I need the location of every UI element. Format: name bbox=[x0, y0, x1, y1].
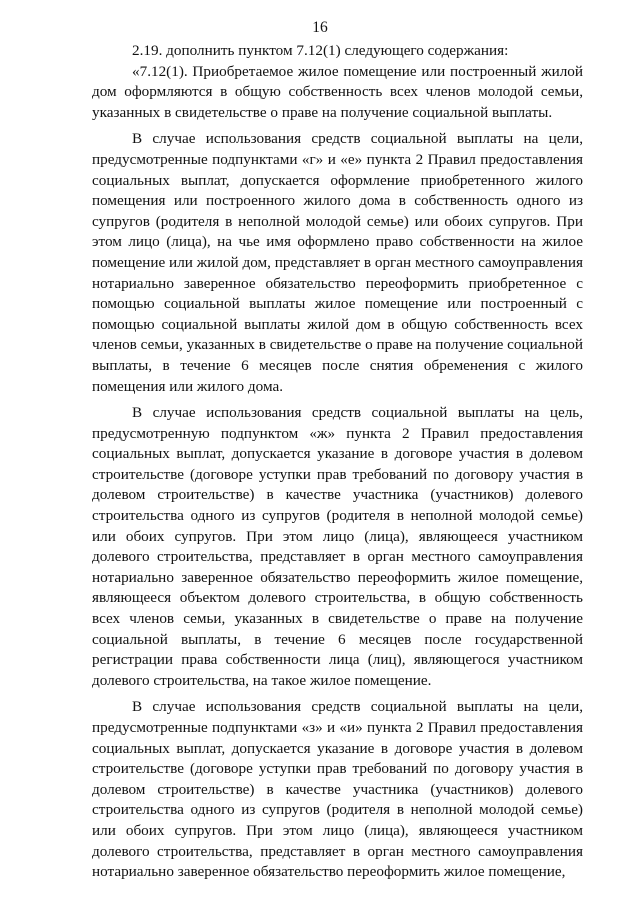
paragraph-7-12-1: «7.12(1). Приобретаемое жилое помещение или построенный жилой дом оформляются в общую собственность всех членов молодой семьи, указанных в свидетельстве о праве на получение социальной выплаты. bbox=[92, 62, 583, 121]
paragraph-subpoint-zh: В случае использования средств социальной выплаты на цель, предусмотренную подпунктом «ж» пункта 2 Правил предоставления социальных выплат, допускается указание в договоре участия в долевом строительстве (договоре уступки прав требований по договору участия в долевом строительстве) в качестве участника (участников) долевого строительства одного из супругов (родителя в неполной молодой семье) или обоих супругов. При этом лицо (лица), являющееся участником долевого строительства, представляет в орган местного самоуправления нотариально заверенное обязательство переоформить жилое помещение, являющееся объектом долевого строительства, в общую собственность всех членов семьи, указанных в свидетельстве о праве на получение социальной выплаты, в течение 6 месяцев после государственной регистрации права собственности лица (лиц), являющегося участником долевого строительства, на такое жилое помещение. bbox=[92, 404, 583, 689]
paragraph-subpoints-z-i: В случае использования средств социальной выплаты на цели, предусмотренные подпунктами «з» и «и» пункта 2 Правил предоставления социальных выплат, допускается указание в договоре участия в долевом строительстве (договоре уступки прав требований по договору участия в долевом строительстве) в качестве участника (участников) долевого строительства одного из супругов (родителя в неполной молодой семье) или обоих супругов. При этом лицо (лица), являющееся участником долевого строительства, представляет в орган местного самоуправления нотариально заверенное обязательство переоформить жилое помещение, bbox=[92, 698, 583, 881]
page-number: 16 bbox=[312, 19, 328, 36]
document-body bbox=[92, 41, 583, 883]
paragraph-subpoints-g-e: В случае использования средств социальной выплаты на цели, предусмотренные подпунктами «г» и «е» пункта 2 Правил предоставления социальных выплат, допускается оформление приобретенного жилого помещения или построенного жилого дома в собственность одного из супругов (родителя в неполной молодой семье) или обоих супругов. При этом лицо (лица), на чье имя оформлено право собственности на жилое помещение или жилой дом, представляет в орган местного самоуправления нотариально заверенное обязательство переоформить приобретенное с помощью социальной выплаты жилое помещение или построенный с помощью социальной выплаты жилой дом в общую собственность всех членов семьи, указанных в свидетельстве о праве на получение социальной выплаты, в течение 6 месяцев после снятия обременения с жилого помещения или жилого дома. bbox=[92, 130, 583, 395]
paragraph-amendment-intro: 2.19. дополнить пунктом 7.12(1) следующего содержания: bbox=[132, 42, 509, 59]
